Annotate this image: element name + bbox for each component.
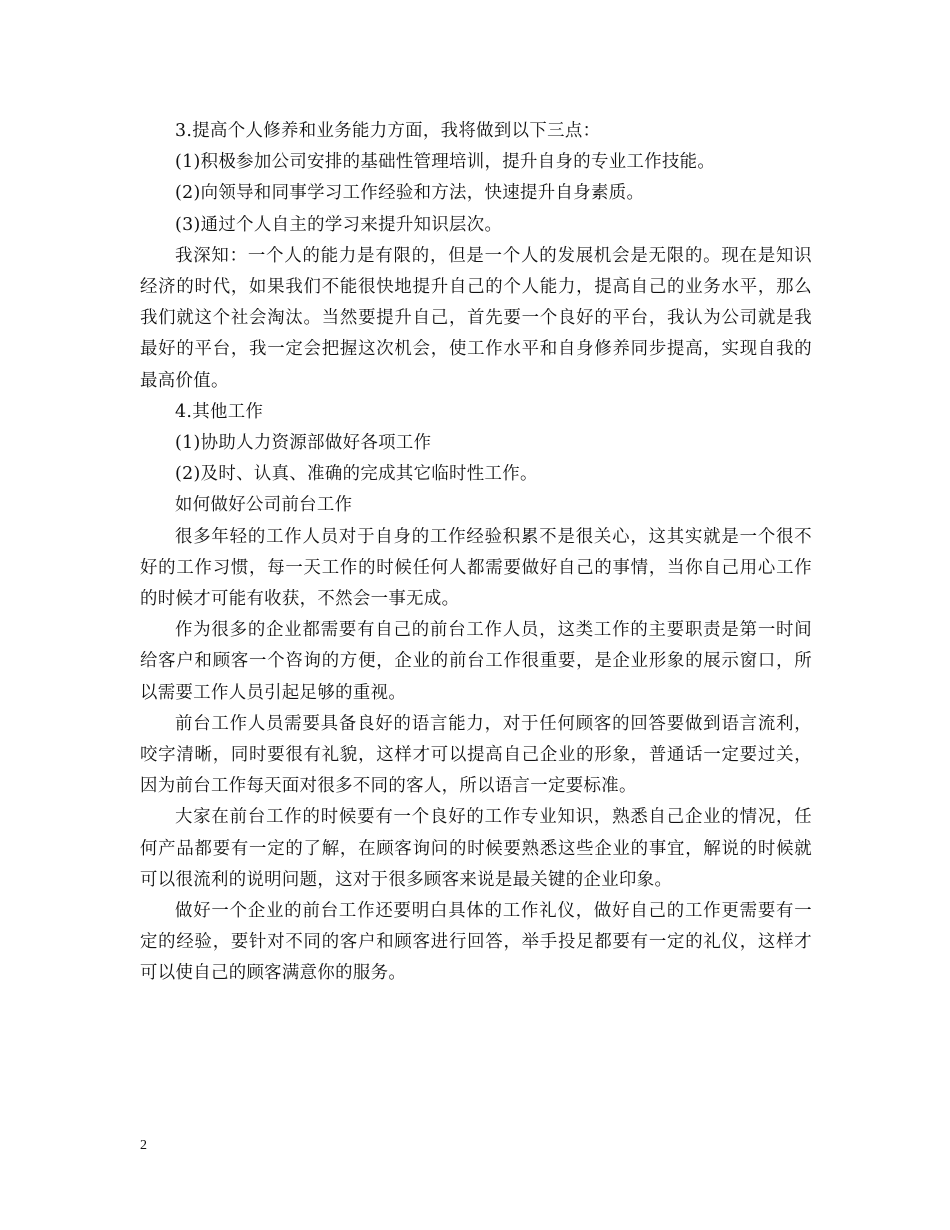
page-number: 2 — [140, 1138, 147, 1153]
paragraph-item-3-2: (2)向领导和同事学习工作经验和方法，快速提升自身素质。 — [175, 183, 645, 204]
paragraph-item-4-heading: 4.其他工作 — [175, 401, 264, 422]
paragraph-item-3-1: (1)积极参加公司安排的基础性管理培训，提升自身的专业工作技能。 — [175, 152, 716, 173]
paragraph-front-desk-4: 大家在前台工作的时候要有一个良好的工作专业知识，熟悉自己企业的情况，任何产品都要有一定的了解，在顾客询问的时候要熟悉这些企业的事宜，解说的时候就可以很流利的说明问题，这对于很多顾客来说是最关键的企业印象。 — [140, 807, 812, 890]
paragraph-item-4-1: (1)协助人力资源部做好各项工作 — [175, 433, 432, 454]
document-body — [140, 116, 812, 990]
section-heading-front-desk: 如何做好公司前台工作 — [175, 495, 353, 516]
paragraph-item-3-intro: 3.提高个人修养和业务能力方面，我将做到以下三点： — [175, 121, 601, 141]
paragraph-self-awareness: 我深知：一个人的能力是有限的，但是一个人的发展机会是无限的。现在是知识经济的时代，如果我们不能很快地提升自己的个人能力，提高自己的业务水平，那么我们就这个社会淘汰。当然要提升自己，首先要一个良好的平台，我认为公司就是我最好的平台，我一定会把握这次机会，使工作水平和自身修养同步提高，实现自我的最高价值。 — [140, 245, 812, 391]
paragraph-item-4-2: (2)及时、认真、准确的完成其它临时性工作。 — [175, 464, 538, 485]
paragraph-front-desk-3: 前台工作人员需要具备良好的语言能力，对于任何顾客的回答要做到语言流利，咬字清晰，同时要很有礼貌，这样才可以提高自己企业的形象，普通话一定要过关，因为前台工作每天面对很多不同的客人，所以语言一定要标准。 — [140, 713, 812, 797]
paragraph-front-desk-2: 作为很多的企业都需要有自己的前台工作人员，这类工作的主要职责是第一时间给客户和顾客一个咨询的方便，企业的前台工作很重要，是企业形象的展示窗口，所以需要工作人员引起足够的重视。 — [140, 620, 812, 703]
paragraph-item-3-3: (3)通过个人自主的学习来提升知识层次。 — [175, 214, 503, 235]
paragraph-front-desk-1: 很多年轻的工作人员对于自身的工作经验积累不是很关心，这其实就是一个很不好的工作习惯，每一天工作的时候任何人都需要做好自己的事情，当你自己用心工作的时候才可能有收获，不然会一事无成。 — [140, 526, 812, 610]
paragraph-front-desk-5: 做好一个企业的前台工作还要明白具体的工作礼仪，做好自己的工作更需要有一定的经验，要针对不同的客户和顾客进行回答，举手投足都要有一定的礼仪，这样才可以使自己的顾客满意你的服务。 — [140, 901, 812, 984]
